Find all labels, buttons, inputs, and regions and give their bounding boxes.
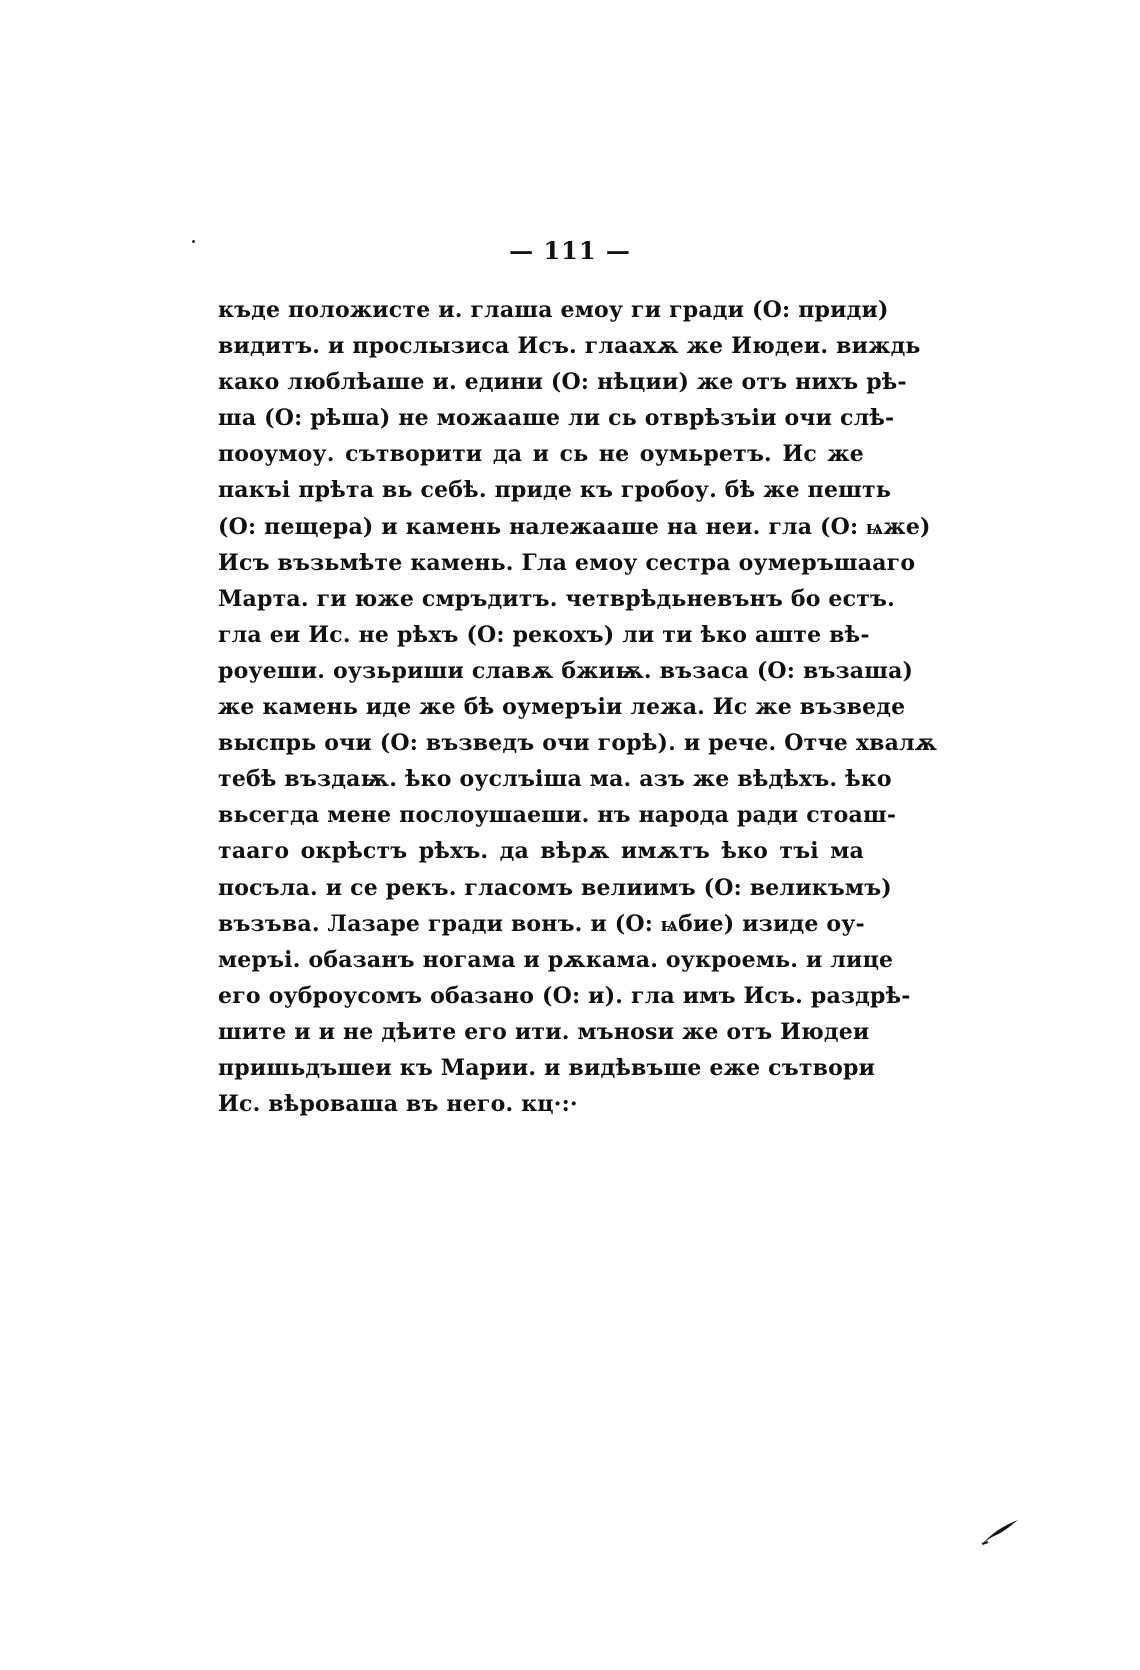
text-line: пооумоу. сътворити да и сь не оумьретъ. Ис же bbox=[218, 441, 864, 468]
text-line: его оуброусомъ обазано (О: и). гла имъ Исъ. раздрѣ- bbox=[218, 982, 911, 1009]
text-line: гла еи Ис. не рѣхъ (О: рекохъ) ли ти ѣко аште вѣ- bbox=[218, 621, 870, 648]
text-line: къде положисте и. глаша емоу ги гради (О: приди) bbox=[218, 297, 889, 323]
text-line: Исъ възьмѣте камень. Гла емоу сестра оумеръшааго bbox=[218, 549, 916, 576]
text-line: меръі. обазанъ ногама и рѫкама. оукроемь. и лице bbox=[218, 946, 894, 973]
text-line: пакъі прѣта вь себѣ. приде къ гробоу. бѣ же пешть bbox=[218, 477, 891, 504]
text-line: вьсегда мене послоушаеши. нъ народа ради стоаш- bbox=[218, 802, 897, 829]
text-line: посъла. и се рекъ. гласомъ велиимъ (О: великъмъ) bbox=[218, 874, 892, 901]
quill-mark-icon bbox=[980, 1516, 1020, 1546]
text-line: како люблѣаше и. едини (О: нѣции) же отъ нихъ рѣ- bbox=[218, 369, 907, 396]
text-line: видитъ. и прослызиса Исъ. глаахѫ же Июдеи. виждь bbox=[218, 333, 921, 360]
text-line: выспрь очи (О: възведъ очи горѣ). и рече. Отче хвалѫ bbox=[218, 730, 938, 757]
text-line: възъва. Лазаре гради вонъ. и (О: ѩбие) изиде оу- bbox=[218, 910, 865, 937]
text-line: же камень иде же бѣ оумеръіи лежа. Ис же възведе bbox=[218, 694, 906, 721]
body-text bbox=[218, 292, 938, 1122]
text-line: роуеши. оузьриши славѫ бжиѭ. възаса (О: възаша) bbox=[218, 657, 914, 684]
text-line: (О: пещера) и камень належааше на неи. гла (О: ѩже) bbox=[218, 513, 931, 540]
text-line: ша (О: рѣша) не можааше ли сь отврѣзъіи очи слѣ- bbox=[218, 405, 895, 432]
text-line: тебѣ въздаѭ. ѣко оуслъіша ма. азъ же вѣдѣхъ. ѣко bbox=[218, 766, 892, 793]
text-line: Марта. ги юже смръдитъ. четврѣдьневънъ бо естъ. bbox=[218, 585, 895, 612]
text-line: тааго окрѣстъ рѣхъ. да вѣрѫ имѫтъ ѣко тъі ма bbox=[218, 838, 864, 865]
page-number: — 111 — bbox=[509, 236, 631, 265]
text-line: шите и и не дѣите его ити. мъноѕи же отъ Июдеи bbox=[218, 1018, 870, 1045]
text-line: пришьдъшеи къ Марии. и видѣвъше еже сътвори bbox=[218, 1054, 876, 1081]
text-line: Ис. вѣроваша въ него. кц·:· bbox=[218, 1091, 578, 1118]
